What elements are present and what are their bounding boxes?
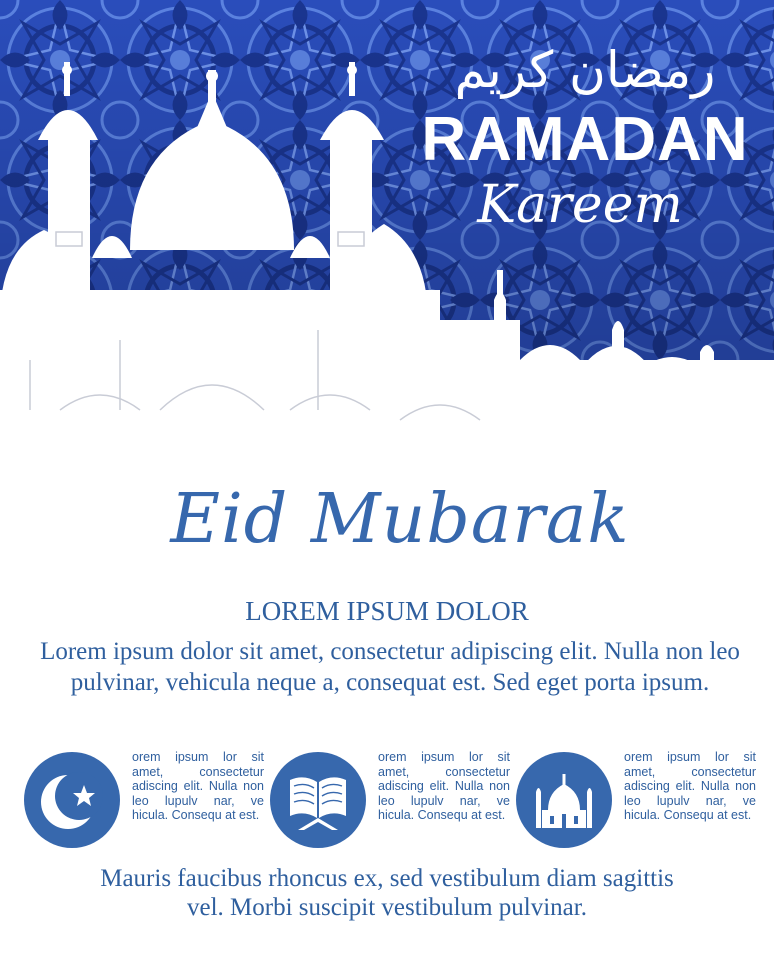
feature-text: orem ipsum lor sit amet, consectetur adiscing elit. Nulla non leo lupulv nar, ve hicula. Consequ at est. — [624, 750, 756, 823]
closing-paragraph: Mauris faucibus rhoncus ex, sed vestibulum diam sagittis vel. Morbi suscipit vestibulum pulvinar. — [100, 865, 674, 921]
kareem-subtitle: Kareem — [477, 175, 683, 235]
section-heading: LOREM IPSUM DOLOR — [245, 596, 529, 626]
crescent-star-icon — [24, 752, 120, 848]
eid-mubarak-greeting: Eid Mubarak — [170, 480, 630, 559]
intro-paragraph: Lorem ipsum dolor sit amet, consectetur adipiscing elit. Nulla non leo pulvinar, vehicula neque a, consequat est. Sed eget porta ipsum. — [40, 638, 740, 696]
quran-book-icon — [270, 752, 366, 848]
mosque-icon — [516, 752, 612, 848]
feature-text: orem ipsum lor sit amet, consectetur adiscing elit. Nulla non leo lupulv nar, ve hicula. Consequ at est. — [132, 750, 264, 823]
arabic-title: رمضان كريم — [454, 41, 716, 99]
ramadan-title: RAMADAN — [421, 105, 749, 174]
feature-text: orem ipsum lor sit amet, consectetur adiscing elit. Nulla non leo lupulv nar, ve hicula. Consequ at est. — [378, 750, 510, 823]
